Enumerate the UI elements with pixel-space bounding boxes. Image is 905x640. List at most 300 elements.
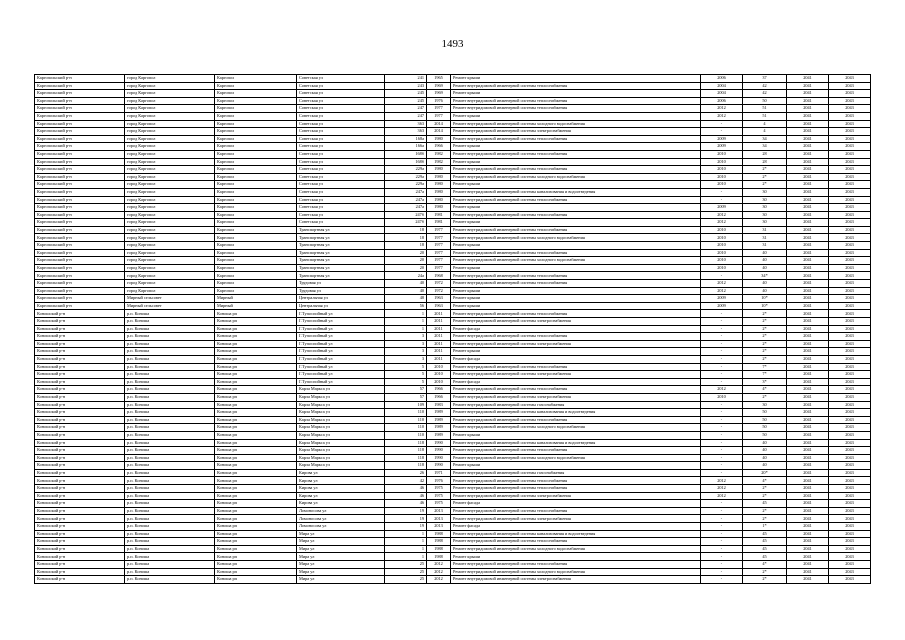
house-number-cell: 56 (385, 302, 427, 310)
work-type-cell: Ремонт внутридомовой инженерной системы электроснабжения (451, 576, 701, 584)
table-row (35, 553, 871, 561)
street-cell: Карла Маркса ул (297, 416, 385, 424)
wear-percent-cell: 31 (743, 242, 787, 250)
municipality-cell: город Каргопол (125, 188, 215, 196)
plan-start-year-cell: 2041 (787, 416, 829, 424)
plan-end-year-cell: 2043 (829, 492, 871, 500)
work-type-cell: Ремонт фасада (451, 500, 701, 508)
settlement-cell: Коноша рп (215, 545, 297, 553)
plan-start-year-cell: 2041 (787, 302, 829, 310)
settlement-cell: Коноша рп (215, 424, 297, 432)
plan-end-year-cell: 2043 (829, 219, 871, 227)
settlement-cell: Каргопол (215, 112, 297, 120)
plan-start-year-cell: 2041 (787, 75, 829, 83)
plan-start-year-cell: 2041 (787, 553, 829, 561)
district-cell: Коношский р-н (35, 515, 125, 523)
street-cell: Мира ул (297, 561, 385, 569)
work-type-cell: Ремонт внутридомовой инженерной системы холодного водоснабжения (451, 257, 701, 265)
municipality-cell: город Каргопол (125, 234, 215, 242)
wear-percent-cell: 4* (743, 386, 787, 394)
municipality-cell: город Каргопол (125, 204, 215, 212)
district-cell: Коношский р-н (35, 523, 125, 531)
work-type-cell: Ремонт крыши (451, 431, 701, 439)
work-type-cell: Ремонт внутридомовой инженерной системы теплоснабжения (451, 226, 701, 234)
wear-percent-cell: 4* (743, 477, 787, 485)
plan-end-year-cell: 2043 (829, 90, 871, 98)
house-number-cell: 1 (385, 545, 427, 553)
wear-percent-cell: 30 (743, 219, 787, 227)
build-year-cell: 1989 (427, 431, 451, 439)
work-type-cell: Ремонт внутридомовой инженерной системы канализования и водоотведения (451, 188, 701, 196)
street-cell: Советская ул (297, 166, 385, 174)
table-row (35, 128, 871, 136)
wear-percent-cell: 2* (743, 318, 787, 326)
wear-percent-cell: 2* (743, 393, 787, 401)
plan-start-year-cell: 2041 (787, 82, 829, 90)
street-cell: Ломоносова ул (297, 523, 385, 531)
build-year-cell: 1963 (427, 302, 451, 310)
wear-percent-cell: 2* (743, 173, 787, 181)
house-number-cell: 243 (385, 82, 427, 90)
street-cell: Советская ул (297, 120, 385, 128)
plan-end-year-cell: 2043 (829, 561, 871, 569)
build-year-cell: 1976 (427, 97, 451, 105)
work-type-cell: Ремонт внутридомовой инженерной системы электроснабжения (451, 371, 701, 379)
settlement-cell: Каргопол (215, 105, 297, 113)
district-cell: Коношский р-н (35, 477, 125, 485)
district-cell: Коношский р-н (35, 431, 125, 439)
table-row (35, 257, 871, 265)
house-number-cell: 363 (385, 128, 427, 136)
work-type-cell: Ремонт внутридомовой инженерной системы теплоснабжения (451, 333, 701, 341)
settlement-cell: Коноша рп (215, 462, 297, 470)
last-repair-year-cell: 2012 (701, 112, 743, 120)
build-year-cell: 2010 (427, 371, 451, 379)
build-year-cell: 1980 (427, 166, 451, 174)
district-cell: Каргопольский р-н (35, 226, 125, 234)
wear-percent-cell: 2* (743, 325, 787, 333)
last-repair-year-cell: 2012 (701, 211, 743, 219)
work-type-cell: Ремонт внутридомовой инженерной системы электроснабжения (451, 128, 701, 136)
last-repair-year-cell: 2012 (701, 105, 743, 113)
street-cell: Мира ул (297, 576, 385, 584)
work-type-cell: Ремонт внутридомовой инженерной системы электроснабжения (451, 492, 701, 500)
street-cell: Советская ул (297, 97, 385, 105)
plan-start-year-cell: 2041 (787, 409, 829, 417)
street-cell: Мира ул (297, 545, 385, 553)
table-row (35, 181, 871, 189)
plan-end-year-cell: 2043 (829, 166, 871, 174)
plan-start-year-cell: 2041 (787, 393, 829, 401)
plan-end-year-cell: 2043 (829, 469, 871, 477)
plan-end-year-cell: 2043 (829, 431, 871, 439)
municipality-cell: город Каргопол (125, 211, 215, 219)
plan-end-year-cell: 2043 (829, 477, 871, 485)
plan-start-year-cell: 2041 (787, 226, 829, 234)
plan-start-year-cell: 2041 (787, 181, 829, 189)
last-repair-year-cell: - (701, 447, 743, 455)
house-number-cell: 20 (385, 257, 427, 265)
street-cell: Карла Маркса ул (297, 424, 385, 432)
street-cell: Центральная ул (297, 302, 385, 310)
settlement-cell: Каргопол (215, 249, 297, 257)
house-number-cell: 247б (385, 211, 427, 219)
wear-percent-cell: 7* (743, 371, 787, 379)
plan-end-year-cell: 2043 (829, 105, 871, 113)
work-type-cell: Ремонт внутридомовой инженерной системы теплоснабжения (451, 447, 701, 455)
plan-start-year-cell: 2041 (787, 576, 829, 584)
municipality-cell: р.п. Коноша (125, 576, 215, 584)
municipality-cell: город Каргопол (125, 150, 215, 158)
work-type-cell: Ремонт внутридомовой инженерной системы теплоснабжения (451, 211, 701, 219)
settlement-cell: Коноша рп (215, 538, 297, 546)
table-row (35, 416, 871, 424)
table-row (35, 135, 871, 143)
work-type-cell: Ремонт внутридомовой инженерной системы теплоснабжения (451, 280, 701, 288)
work-type-cell: Ремонт крыши (451, 75, 701, 83)
plan-start-year-cell: 2041 (787, 439, 829, 447)
municipality-cell: город Каргопол (125, 143, 215, 151)
wear-percent-cell: 2* (743, 310, 787, 318)
table-row (35, 82, 871, 90)
last-repair-year-cell: - (701, 355, 743, 363)
last-repair-year-cell: - (701, 325, 743, 333)
wear-percent-cell: 40 (743, 257, 787, 265)
build-year-cell: 2011 (427, 340, 451, 348)
last-repair-year-cell: - (701, 196, 743, 204)
plan-start-year-cell: 2041 (787, 485, 829, 493)
district-cell: Каргопольский р-н (35, 188, 125, 196)
work-type-cell: Ремонт крыши (451, 90, 701, 98)
district-cell: Каргопольский р-н (35, 128, 125, 136)
house-number-cell: 118 (385, 439, 427, 447)
plan-start-year-cell: 2041 (787, 386, 829, 394)
last-repair-year-cell: - (701, 120, 743, 128)
house-number-cell: 168б (385, 158, 427, 166)
municipality-cell: р.п. Коноша (125, 386, 215, 394)
last-repair-year-cell: 2009 (701, 143, 743, 151)
plan-end-year-cell: 2043 (829, 409, 871, 417)
work-type-cell: Ремонт внутридомовой инженерной системы холодного водоснабжения (451, 545, 701, 553)
plan-start-year-cell: 2041 (787, 272, 829, 280)
house-number-cell: 20 (385, 264, 427, 272)
municipality-cell: город Каргопол (125, 226, 215, 234)
last-repair-year-cell: - (701, 568, 743, 576)
street-cell: Кирова ул (297, 492, 385, 500)
wear-percent-cell: 40 (743, 264, 787, 272)
street-cell: Транспортная ул (297, 257, 385, 265)
wear-percent-cell: 34 (743, 135, 787, 143)
house-number-cell: 25 (385, 561, 427, 569)
municipality-cell: р.п. Коноша (125, 500, 215, 508)
municipality-cell: город Каргопол (125, 158, 215, 166)
street-cell: Карла Маркса ул (297, 462, 385, 470)
build-year-cell: 2011 (427, 333, 451, 341)
district-cell: Каргопольский р-н (35, 249, 125, 257)
build-year-cell: 2013 (427, 507, 451, 515)
plan-start-year-cell: 2041 (787, 538, 829, 546)
plan-end-year-cell: 2043 (829, 424, 871, 432)
work-type-cell: Ремонт фасада (451, 355, 701, 363)
settlement-cell: Коноша рп (215, 576, 297, 584)
last-repair-year-cell: - (701, 576, 743, 584)
settlement-cell: Мирный (215, 302, 297, 310)
street-cell: Советская ул (297, 196, 385, 204)
plan-start-year-cell: 2041 (787, 249, 829, 257)
work-type-cell: Ремонт внутридомовой инженерной системы теплоснабжения (451, 477, 701, 485)
settlement-cell: Коноша рп (215, 477, 297, 485)
build-year-cell: 1988 (427, 530, 451, 538)
house-number-cell: 247а (385, 196, 427, 204)
municipality-cell: р.п. Коноша (125, 469, 215, 477)
settlement-cell: Каргопол (215, 257, 297, 265)
table-row (35, 112, 871, 120)
table-row (35, 462, 871, 470)
settlement-cell: Коноша рп (215, 523, 297, 531)
municipality-cell: р.п. Коноша (125, 409, 215, 417)
street-cell: Мира ул (297, 538, 385, 546)
work-type-cell: Ремонт фасада (451, 378, 701, 386)
municipality-cell: р.п. Коноша (125, 439, 215, 447)
work-type-cell: Ремонт внутридомовой инженерной системы теплоснабжения (451, 196, 701, 204)
settlement-cell: Каргопол (215, 287, 297, 295)
settlement-cell: Коноша рп (215, 325, 297, 333)
district-cell: Каргопольский р-н (35, 264, 125, 272)
wear-percent-cell: 40 (743, 280, 787, 288)
house-number-cell: 18 (385, 226, 427, 234)
house-number-cell: 229а (385, 173, 427, 181)
build-year-cell: 1966 (427, 143, 451, 151)
street-cell: Г.Тупоспойный ул (297, 371, 385, 379)
last-repair-year-cell: - (701, 378, 743, 386)
street-cell: Г.Тупоспойный ул (297, 333, 385, 341)
street-cell: Советская ул (297, 143, 385, 151)
work-type-cell: Ремонт внутридомовой инженерной системы газоснабжения (451, 469, 701, 477)
work-type-cell: Ремонт внутридомовой инженерной системы теплоснабжения (451, 272, 701, 280)
build-year-cell: 1966 (427, 393, 451, 401)
build-year-cell: 2012 (427, 561, 451, 569)
wear-percent-cell: 30 (743, 188, 787, 196)
table-row (35, 492, 871, 500)
district-cell: Коношский р-н (35, 492, 125, 500)
settlement-cell: Коноша рп (215, 530, 297, 538)
wear-percent-cell: 2* (743, 492, 787, 500)
plan-start-year-cell: 2041 (787, 287, 829, 295)
district-cell: Каргопольский р-н (35, 234, 125, 242)
work-type-cell: Ремонт крыши (451, 295, 701, 303)
house-number-cell: 57 (385, 393, 427, 401)
district-cell: Коношский р-н (35, 416, 125, 424)
street-cell: Кирова ул (297, 477, 385, 485)
settlement-cell: Коноша рп (215, 393, 297, 401)
plan-end-year-cell: 2043 (829, 75, 871, 83)
settlement-cell: Каргопол (215, 211, 297, 219)
wear-percent-cell: 37 (743, 75, 787, 83)
municipality-cell: город Каргопол (125, 242, 215, 250)
house-number-cell: 247а (385, 188, 427, 196)
district-cell: Коношский р-н (35, 454, 125, 462)
house-number-cell: 40 (385, 287, 427, 295)
work-type-cell: Ремонт внутридомовой инженерной системы холодного водоснабжения (451, 424, 701, 432)
municipality-cell: р.п. Коноша (125, 318, 215, 326)
plan-end-year-cell: 2043 (829, 386, 871, 394)
municipality-cell: р.п. Коноша (125, 325, 215, 333)
plan-end-year-cell: 2043 (829, 401, 871, 409)
build-year-cell: 2011 (427, 318, 451, 326)
table-row (35, 158, 871, 166)
street-cell: Г.Тупоспойный ул (297, 355, 385, 363)
work-type-cell: Ремонт внутридомовой инженерной системы канализования и водоотведения (451, 409, 701, 417)
district-cell: Каргопольский р-н (35, 90, 125, 98)
plan-end-year-cell: 2043 (829, 447, 871, 455)
district-cell: Коношский р-н (35, 325, 125, 333)
work-type-cell: Ремонт крыши (451, 462, 701, 470)
street-cell: Советская ул (297, 135, 385, 143)
street-cell: Мира ул (297, 553, 385, 561)
plan-end-year-cell: 2043 (829, 310, 871, 318)
plan-start-year-cell: 2041 (787, 105, 829, 113)
municipality-cell: р.п. Коноша (125, 561, 215, 569)
work-type-cell: Ремонт крыши (451, 204, 701, 212)
settlement-cell: Коноша рп (215, 318, 297, 326)
street-cell: Советская ул (297, 75, 385, 83)
last-repair-year-cell: 2010 (701, 158, 743, 166)
last-repair-year-cell: - (701, 348, 743, 356)
work-type-cell: Ремонт внутридомовой инженерной системы теплоснабжения (451, 166, 701, 174)
street-cell: Советская ул (297, 211, 385, 219)
last-repair-year-cell: - (701, 431, 743, 439)
plan-start-year-cell: 2041 (787, 477, 829, 485)
table-row (35, 295, 871, 303)
wear-percent-cell: 50 (743, 431, 787, 439)
build-year-cell: 1977 (427, 257, 451, 265)
district-cell: Коношский р-н (35, 447, 125, 455)
work-type-cell: Ремонт внутридомовой инженерной системы теплоснабжения (451, 105, 701, 113)
work-type-cell: Ремонт внутридомовой инженерной системы теплоснабжения (451, 363, 701, 371)
build-year-cell: 1989 (427, 424, 451, 432)
street-cell: Транспортная ул (297, 249, 385, 257)
municipality-cell: р.п. Коноша (125, 363, 215, 371)
settlement-cell: Коноша рп (215, 340, 297, 348)
district-cell: Каргопольский р-н (35, 219, 125, 227)
street-cell: Советская ул (297, 112, 385, 120)
wear-percent-cell: 42 (743, 90, 787, 98)
plan-end-year-cell: 2043 (829, 196, 871, 204)
district-cell: Коношский р-н (35, 340, 125, 348)
district-cell: Каргопольский р-н (35, 150, 125, 158)
municipality-cell: р.п. Коноша (125, 431, 215, 439)
work-type-cell: Ремонт внутридомовой инженерной системы теплоснабжения (451, 150, 701, 158)
house-number-cell: 118 (385, 447, 427, 455)
house-number-cell: 247б (385, 219, 427, 227)
house-number-cell: 1 (385, 318, 427, 326)
table-body (35, 75, 871, 584)
table-row (35, 439, 871, 447)
street-cell: Транспортная ул (297, 226, 385, 234)
district-cell: Коношский р-н (35, 393, 125, 401)
last-repair-year-cell: 2010 (701, 393, 743, 401)
plan-start-year-cell: 2041 (787, 120, 829, 128)
table-row (35, 97, 871, 105)
district-cell: Каргопольский р-н (35, 295, 125, 303)
work-type-cell: Ремонт внутридомовой инженерной системы холодного водоснабжения (451, 454, 701, 462)
municipality-cell: город Каргопол (125, 196, 215, 204)
wear-percent-cell: 45 (743, 500, 787, 508)
municipality-cell: город Каргопол (125, 135, 215, 143)
build-year-cell: 2012 (427, 568, 451, 576)
street-cell: Трудовая ул (297, 280, 385, 288)
street-cell: Карла Маркса ул (297, 431, 385, 439)
district-cell: Каргопольский р-н (35, 257, 125, 265)
municipality-cell: р.п. Коноша (125, 378, 215, 386)
build-year-cell: 1965 (427, 75, 451, 83)
wear-percent-cell: 51 (743, 112, 787, 120)
wear-percent-cell: 30 (743, 211, 787, 219)
plan-start-year-cell: 2041 (787, 515, 829, 523)
plan-end-year-cell: 2043 (829, 188, 871, 196)
municipality-cell: р.п. Коноша (125, 401, 215, 409)
plan-end-year-cell: 2043 (829, 158, 871, 166)
street-cell: Ломоносова ул (297, 507, 385, 515)
wear-percent-cell: 50 (743, 424, 787, 432)
wear-percent-cell: 50 (743, 409, 787, 417)
district-cell: Каргопольский р-н (35, 82, 125, 90)
plan-start-year-cell: 2041 (787, 295, 829, 303)
build-year-cell: 1971 (427, 469, 451, 477)
last-repair-year-cell: 2012 (701, 492, 743, 500)
work-type-cell: Ремонт крыши (451, 287, 701, 295)
settlement-cell: Каргопол (215, 242, 297, 250)
last-repair-year-cell: - (701, 523, 743, 531)
settlement-cell: Коноша рп (215, 515, 297, 523)
house-number-cell: 245 (385, 90, 427, 98)
settlement-cell: Каргопол (215, 75, 297, 83)
build-year-cell: 1990 (427, 454, 451, 462)
plan-end-year-cell: 2043 (829, 181, 871, 189)
build-year-cell: 1980 (427, 135, 451, 143)
district-cell: Коношский р-н (35, 378, 125, 386)
table-row (35, 538, 871, 546)
street-cell: Транспортная ул (297, 242, 385, 250)
plan-start-year-cell: 2041 (787, 507, 829, 515)
municipality-cell: город Каргопол (125, 166, 215, 174)
last-repair-year-cell: - (701, 439, 743, 447)
street-cell: Советская ул (297, 173, 385, 181)
settlement-cell: Каргопол (215, 280, 297, 288)
district-cell: Каргопольский р-н (35, 105, 125, 113)
table-row (35, 500, 871, 508)
work-type-cell: Ремонт внутридомовой инженерной системы электроснабжения (451, 393, 701, 401)
table-row (35, 378, 871, 386)
plan-start-year-cell: 2041 (787, 401, 829, 409)
house-number-cell: 1 (385, 325, 427, 333)
house-number-cell: 118 (385, 454, 427, 462)
settlement-cell: Коноша рп (215, 492, 297, 500)
settlement-cell: Коноша рп (215, 310, 297, 318)
municipality-cell: город Каргопол (125, 82, 215, 90)
plan-start-year-cell: 2041 (787, 530, 829, 538)
municipality-cell: р.п. Коноша (125, 523, 215, 531)
house-number-cell: 247 (385, 105, 427, 113)
street-cell: Кирова ул (297, 500, 385, 508)
district-cell: Коношский р-н (35, 538, 125, 546)
house-number-cell: 110 (385, 431, 427, 439)
house-number-cell: 168б (385, 150, 427, 158)
street-cell: Мира ул (297, 530, 385, 538)
work-type-cell: Ремонт крыши (451, 143, 701, 151)
table-row (35, 302, 871, 310)
table-row (35, 219, 871, 227)
